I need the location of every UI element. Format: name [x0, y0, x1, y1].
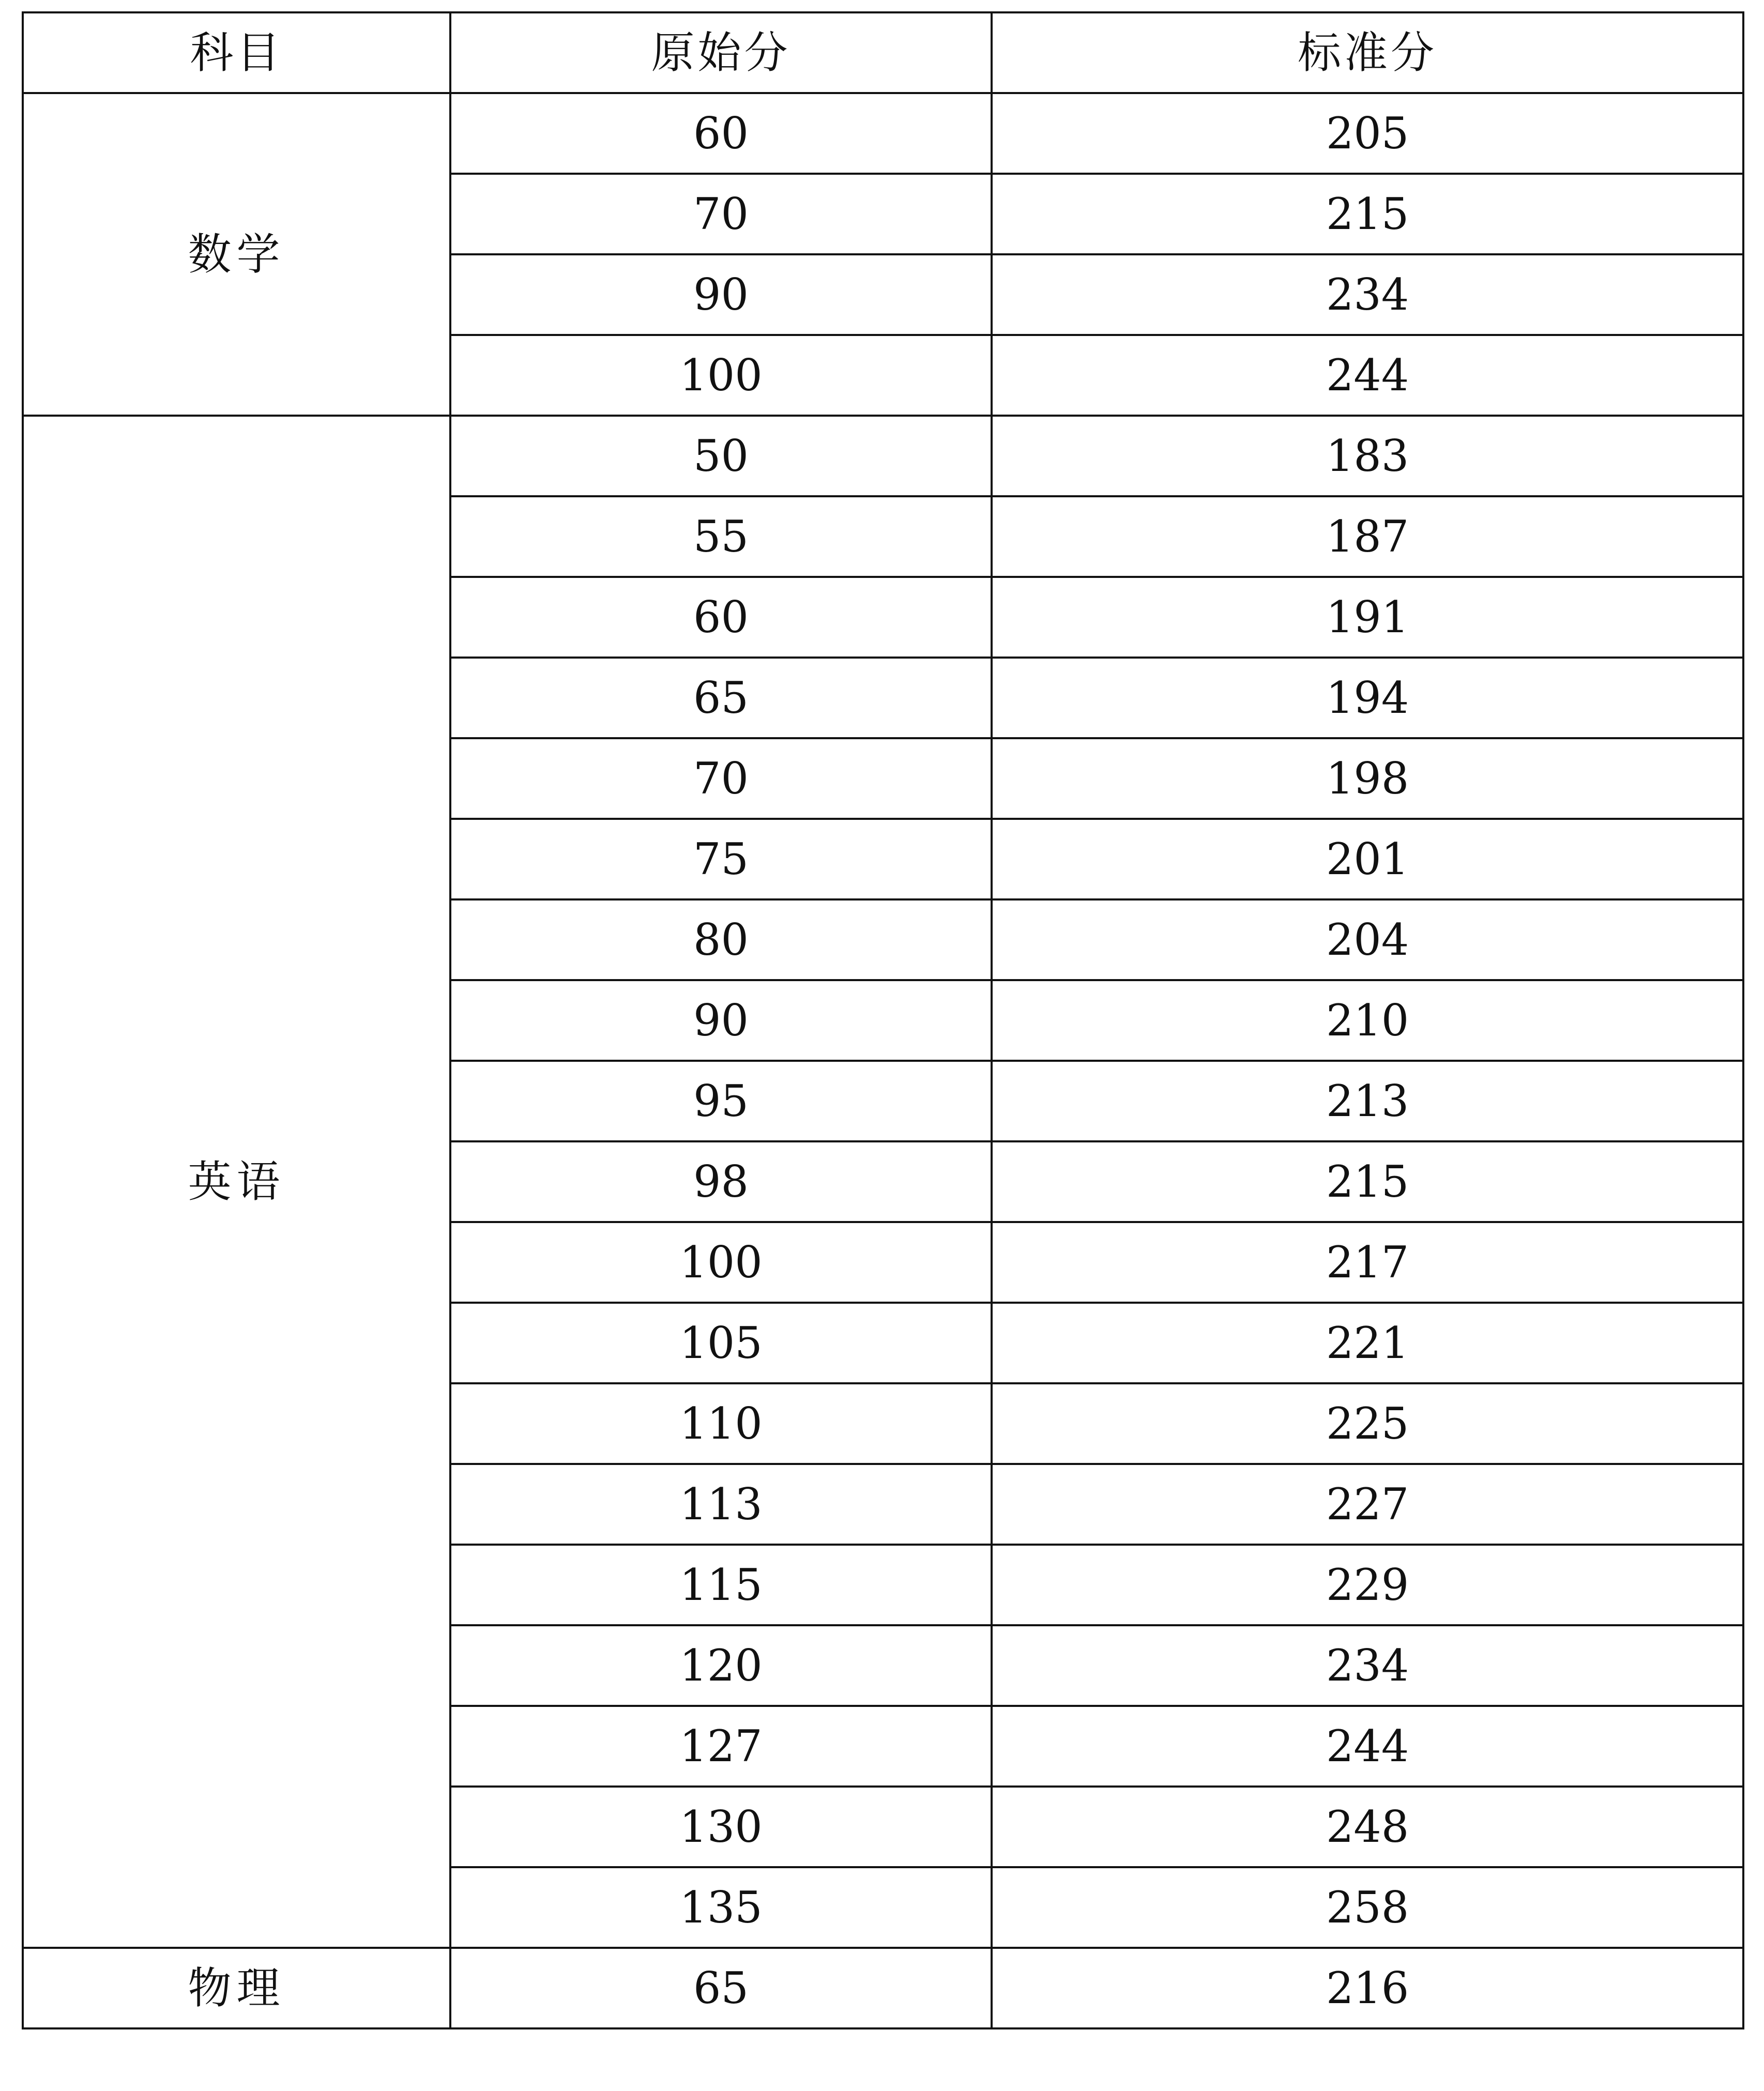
- raw-score-cell: 115: [450, 1545, 992, 1625]
- standard-score-cell: 198: [992, 738, 1743, 819]
- standard-score-cell: 221: [992, 1303, 1743, 1383]
- raw-score-cell: 113: [450, 1464, 992, 1545]
- raw-score-cell: 50: [450, 416, 992, 496]
- standard-score-cell: 194: [992, 658, 1743, 738]
- raw-score-cell: 90: [450, 254, 992, 335]
- raw-score-cell: 100: [450, 335, 992, 416]
- raw-score-cell: 100: [450, 1222, 992, 1303]
- standard-score-cell: 204: [992, 899, 1743, 980]
- raw-score-cell: 70: [450, 738, 992, 819]
- standard-score-cell: 244: [992, 1706, 1743, 1787]
- table-body: [23, 93, 1743, 2028]
- header-subject: 科目: [23, 12, 450, 93]
- raw-score-cell: 60: [450, 577, 992, 658]
- standard-score-cell: 227: [992, 1464, 1743, 1545]
- raw-score-cell: 130: [450, 1787, 992, 1867]
- standard-score-cell: 191: [992, 577, 1743, 658]
- standard-score-cell: 210: [992, 980, 1743, 1061]
- raw-score-cell: 127: [450, 1706, 992, 1787]
- raw-score-cell: 75: [450, 819, 992, 899]
- raw-score-cell: 70: [450, 174, 992, 254]
- standard-score-cell: 215: [992, 1141, 1743, 1222]
- raw-score-cell: 65: [450, 1948, 992, 2028]
- raw-score-cell: 105: [450, 1303, 992, 1383]
- raw-score-cell: 60: [450, 93, 992, 174]
- table-row: [23, 93, 1743, 174]
- raw-score-cell: 65: [450, 658, 992, 738]
- subject-cell-math: 数学: [23, 93, 450, 416]
- standard-score-cell: 225: [992, 1383, 1743, 1464]
- header-row: [23, 12, 1743, 93]
- standard-score-cell: 216: [992, 1948, 1743, 2028]
- header-raw-score: 原始分: [450, 12, 992, 93]
- standard-score-cell: 229: [992, 1545, 1743, 1625]
- standard-score-cell: 258: [992, 1867, 1743, 1948]
- raw-score-cell: 98: [450, 1141, 992, 1222]
- score-conversion-table: [22, 11, 1744, 2029]
- standard-score-cell: 234: [992, 1625, 1743, 1706]
- header-standard-score: 标准分: [992, 12, 1743, 93]
- raw-score-cell: 90: [450, 980, 992, 1061]
- standard-score-cell: 244: [992, 335, 1743, 416]
- table-row: [23, 416, 1743, 496]
- raw-score-cell: 110: [450, 1383, 992, 1464]
- table-row: [23, 1948, 1743, 2028]
- standard-score-cell: 215: [992, 174, 1743, 254]
- standard-score-cell: 217: [992, 1222, 1743, 1303]
- raw-score-cell: 80: [450, 899, 992, 980]
- subject-cell-physics: 物理: [23, 1948, 450, 2028]
- standard-score-cell: 187: [992, 496, 1743, 577]
- raw-score-cell: 135: [450, 1867, 992, 1948]
- standard-score-cell: 183: [992, 416, 1743, 496]
- standard-score-cell: 248: [992, 1787, 1743, 1867]
- raw-score-cell: 95: [450, 1061, 992, 1141]
- raw-score-cell: 120: [450, 1625, 992, 1706]
- standard-score-cell: 201: [992, 819, 1743, 899]
- subject-cell-english: 英语: [23, 416, 450, 1948]
- raw-score-cell: 55: [450, 496, 992, 577]
- standard-score-cell: 234: [992, 254, 1743, 335]
- standard-score-cell: 213: [992, 1061, 1743, 1141]
- standard-score-cell: 205: [992, 93, 1743, 174]
